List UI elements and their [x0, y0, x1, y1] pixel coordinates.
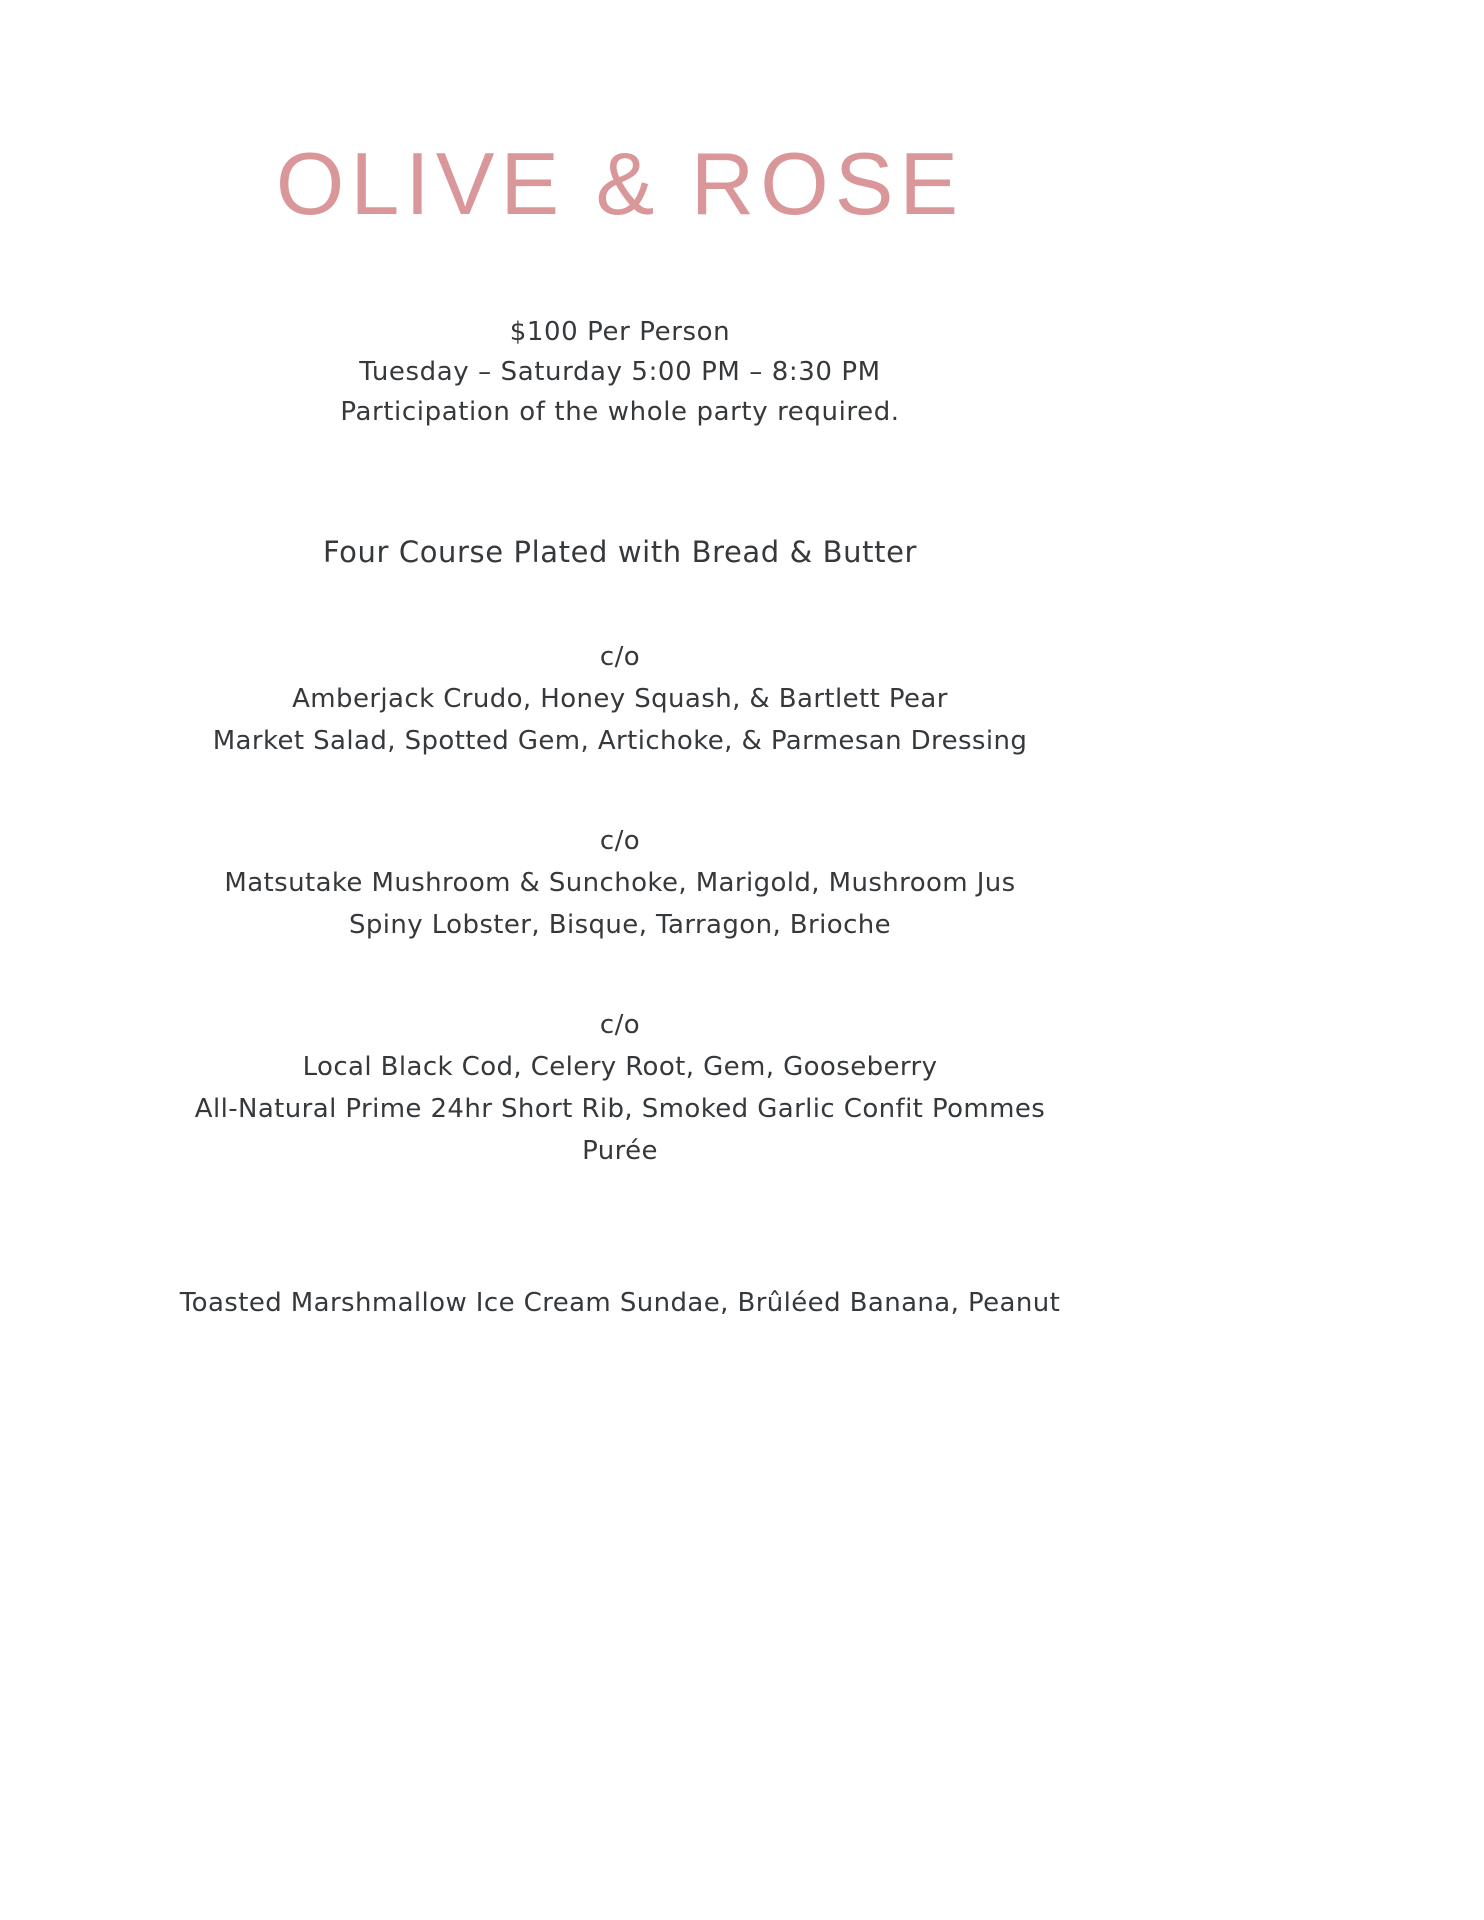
- restaurant-logo: OLIVE & ROSE: [275, 134, 965, 233]
- menu-item: Market Salad, Spotted Gem, Artichoke, & Parmesan Dressing: [212, 726, 1028, 757]
- service-hours: Tuesday – Saturday 5:00 PM – 8:30 PM: [359, 357, 881, 388]
- menu-item: Local Black Cod, Celery Root, Gem, Gooseberry: [302, 1052, 938, 1083]
- dessert-item: Toasted Marshmallow Ice Cream Sundae, Brûléed Banana, Peanut: [179, 1288, 1061, 1319]
- menu-heading: Four Course Plated with Bread & Butter: [322, 535, 918, 570]
- price-per-person: $100 Per Person: [509, 317, 731, 348]
- info-block: [0, 312, 1240, 432]
- menu-item: Spiny Lobster, Bisque, Tarragon, Brioche: [348, 910, 892, 941]
- menu-item: Amberjack Crudo, Honey Squash, & Bartlett Pear: [292, 684, 948, 715]
- course-choice-label: c/o: [599, 1010, 641, 1041]
- participation-note: Participation of the whole party required.: [340, 397, 900, 428]
- course-items: [170, 1046, 1070, 1172]
- menu-item: Matsutake Mushroom & Sunchoke, Marigold, Mushroom Jus: [224, 868, 1016, 899]
- course-section: [0, 1004, 1240, 1172]
- course-section: [0, 636, 1240, 762]
- course-choice-label: c/o: [599, 642, 641, 673]
- course-choice-label: c/o: [599, 826, 641, 857]
- course-section: [0, 820, 1240, 946]
- course-items: [170, 862, 1070, 946]
- menu-item: All-Natural Prime 24hr Short Rib, Smoked Garlic Confit Pommes Purée: [194, 1094, 1046, 1167]
- course-items: [170, 678, 1070, 762]
- course-list: [0, 636, 1240, 1172]
